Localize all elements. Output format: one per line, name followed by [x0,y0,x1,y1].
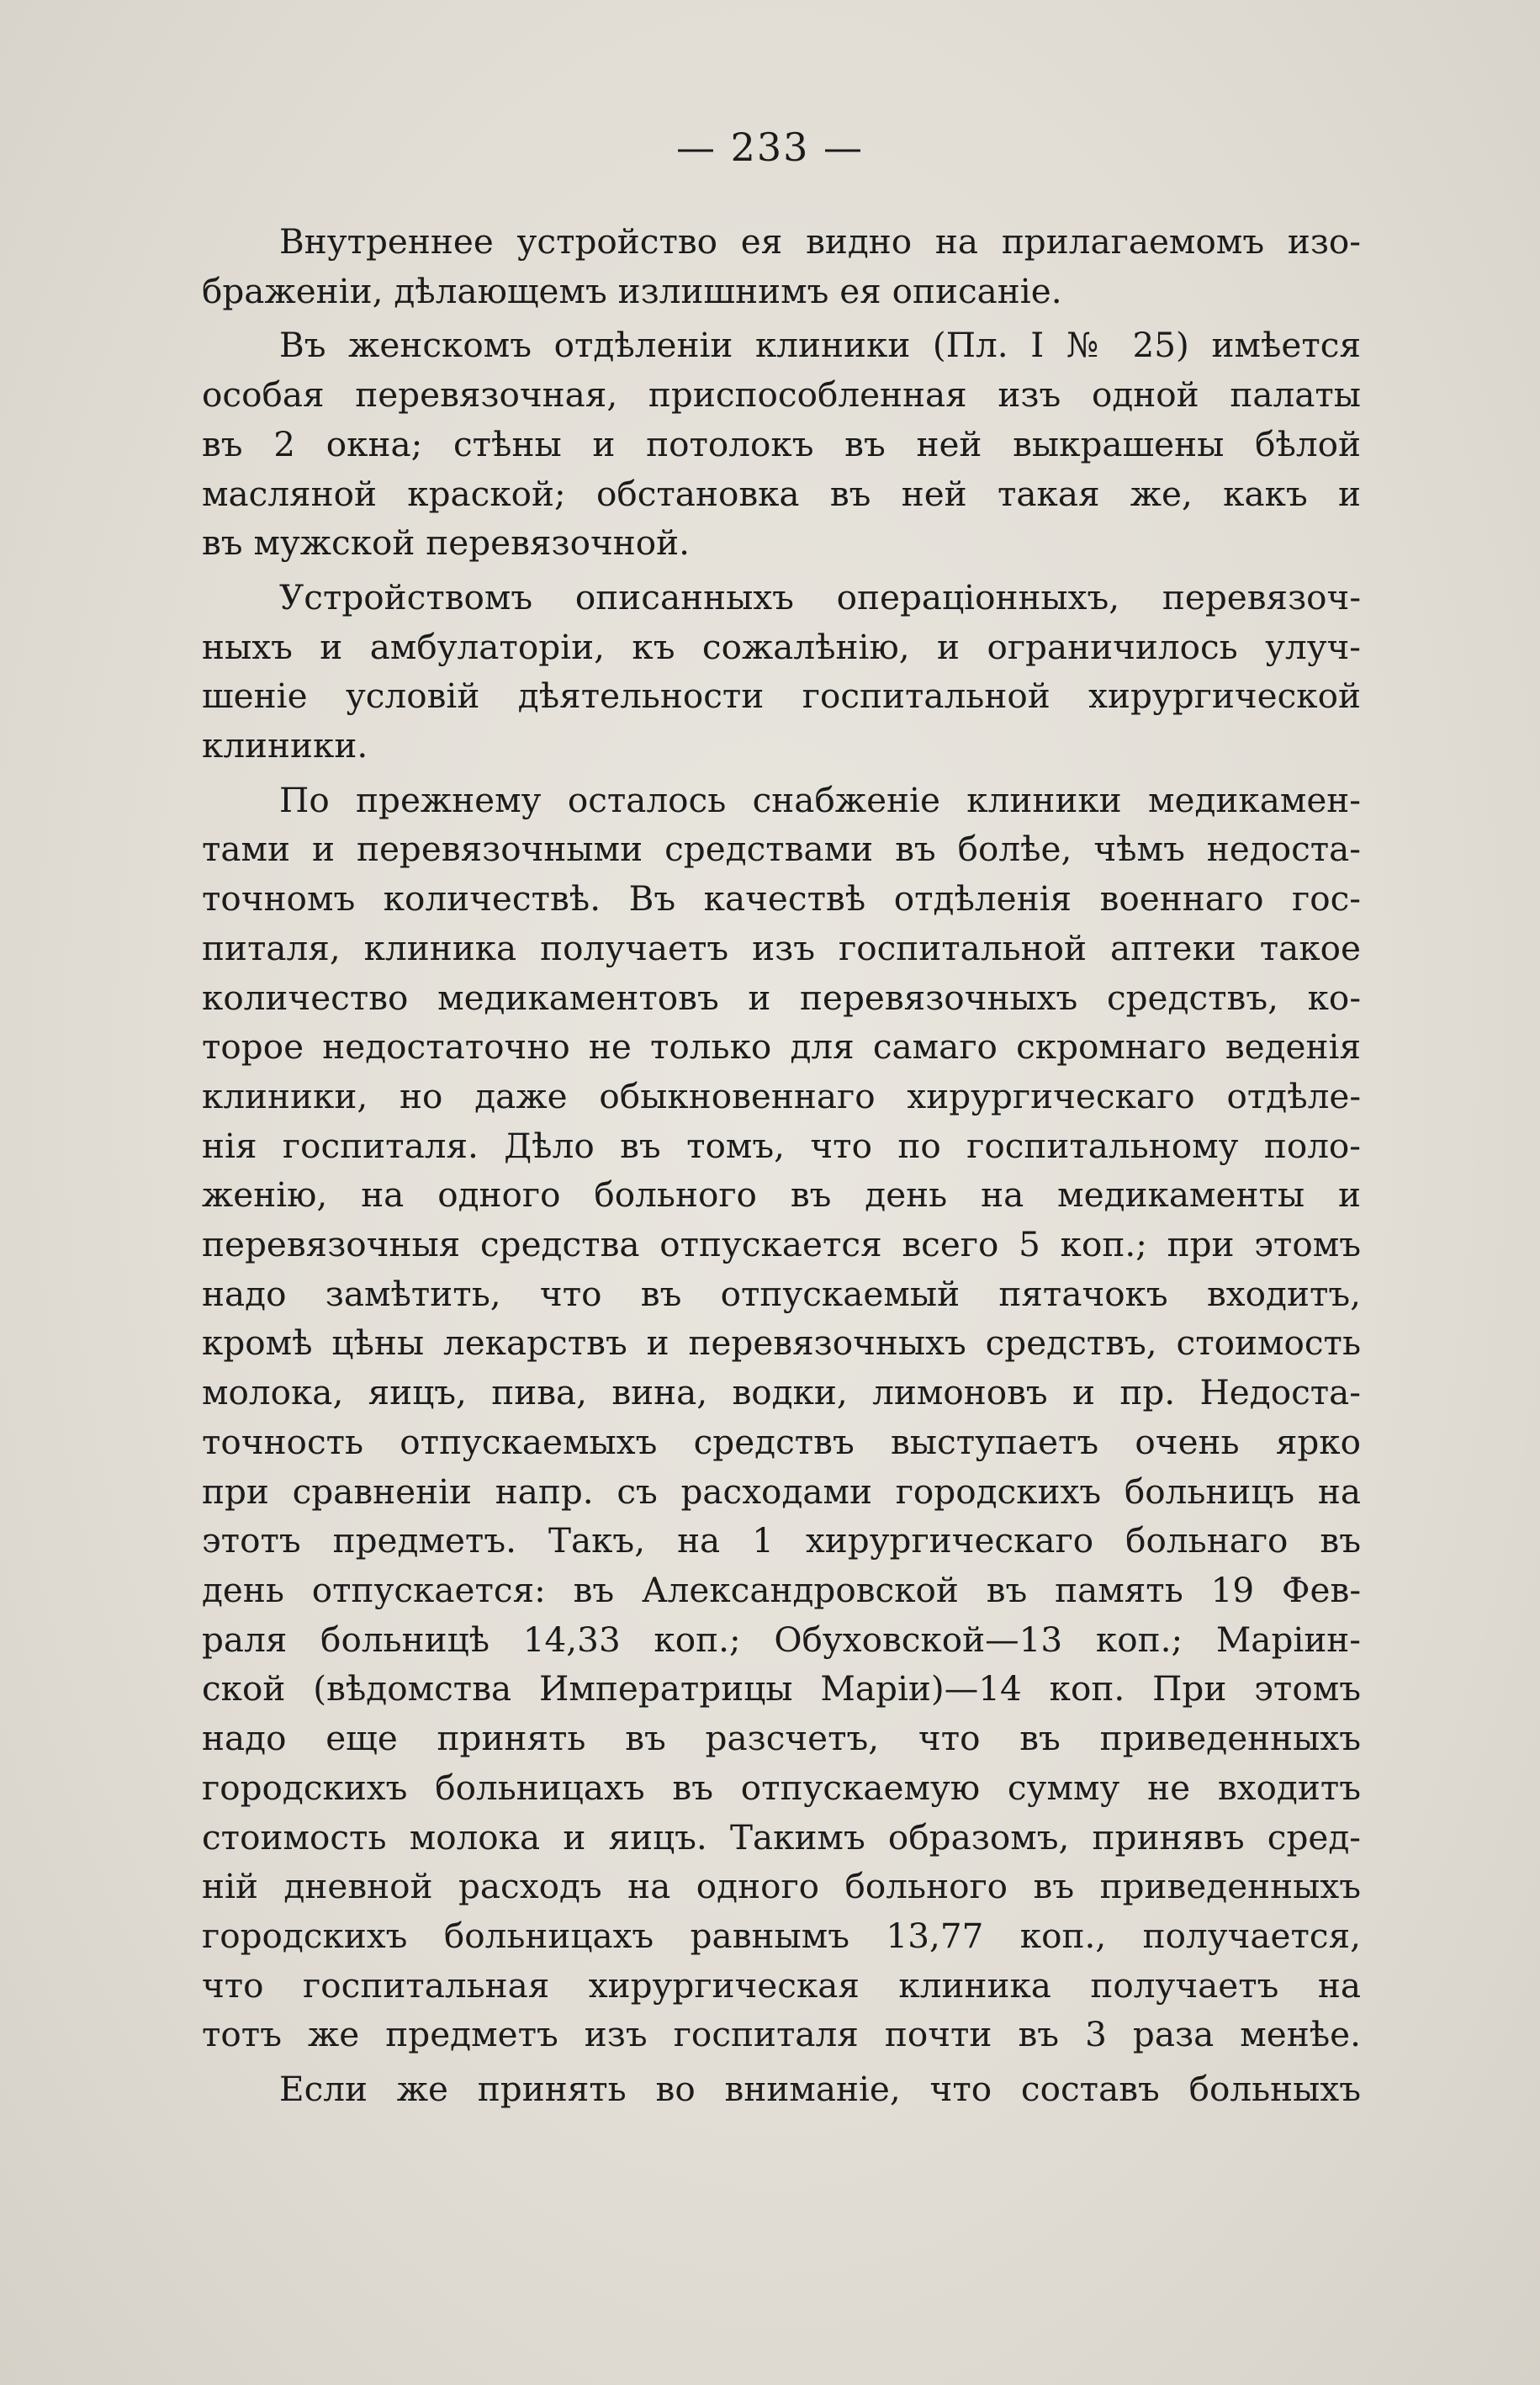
text-line: торое недостаточно не только для самаго скромнаго веденія [202,1026,1361,1068]
paragraph [202,776,1361,2059]
text-line: раля больницѣ 14,33 коп.; Обуховской—13 коп.; Маріин- [202,1619,1361,1660]
paragraph [202,2064,1361,2114]
text-line: кромѣ цѣны лекарствъ и перевязочныхъ средствъ, стоимость [202,1322,1361,1364]
text-line: стоимость молока и яицъ. Такимъ образомъ, принявъ сред- [202,1816,1361,1858]
paragraph [202,217,1361,315]
text-line: въ 2 окна; стѣны и потолокъ въ ней выкрашены бѣлой [202,423,1361,464]
text-line: этотъ предметъ. Такъ, на 1 хирургическаго больнаго въ [202,1520,1361,1561]
text-line: Въ женскомъ отдѣленіи клиники (Пл. I № 25) имѣется [279,325,1361,366]
text-line: питаля, клиника получаетъ изъ госпитальной аптеки такое [202,927,1361,968]
text-line: женію, на одного больного въ день на медикаменты и [202,1174,1361,1216]
text-line: городскихъ больницахъ въ отпускаемую сумму не входитъ [202,1767,1361,1808]
text-line: По прежнему осталось снабженіе клиники медикамен- [279,779,1361,820]
text-line: шеніе условій дѣятельности госпитальной хирургической [202,676,1361,717]
paragraph [202,573,1361,771]
text-line: Внутреннее устройство ея видно на прилагаемомъ изо- [279,221,1361,262]
text-line: городскихъ больницахъ равнымъ 13,77 коп., получается, [202,1915,1361,1956]
text-line: Устройствомъ описанныхъ операціонныхъ, перевязоч- [279,576,1361,617]
text-line: особая перевязочная, приспособленная изъ одной палаты [202,374,1361,416]
text-line: день отпускается: въ Александровской въ память 19 Фев- [202,1569,1361,1610]
page-number: — 233 — [675,125,865,170]
text-line: ныхъ и амбулаторіи, къ сожалѣнію, и ограничилось улуч- [202,626,1361,667]
text-line: надо еще принять въ разсчетъ, что въ приведенныхъ [202,1718,1361,1759]
text-line: ской (вѣдомства Императрицы Маріи)—14 коп. При этомъ [202,1668,1361,1709]
text-line: количество медикаментовъ и перевязочныхъ средствъ, ко- [202,977,1361,1018]
body-text [202,217,1361,2114]
text-line: молока, яицъ, пива, вина, водки, лимоновъ и пр. Недоста- [202,1372,1361,1413]
text-line: Если же принять во вниманіе, что составъ больныхъ [279,2069,1361,2110]
text-line: при сравненіи напр. съ расходами городскихъ больницъ на [202,1471,1361,1512]
text-line: перевязочныя средства отпускается всего 5 коп.; при этомъ [202,1224,1361,1265]
text-line: масляной краской; обстановка въ ней такая же, какъ и [202,473,1361,514]
text-line: клиники. [202,725,368,766]
text-line: нія госпиталя. Дѣло въ томъ, что по госпитальному поло- [202,1125,1361,1166]
text-line: что госпитальная хирургическая клиника получаетъ на [202,1964,1361,2006]
text-line: въ мужской перевязочной. [202,522,690,564]
paragraph [202,321,1361,568]
text-line: тотъ же предметъ изъ госпиталя почти въ 3 раза менѣе. [202,2014,1361,2055]
text-line: клиники, но даже обыкновеннаго хирургическаго отдѣле- [202,1075,1361,1116]
text-line: браженіи, дѣлающемъ излишнимъ ея описаніе. [202,270,1062,311]
text-line: тами и перевязочными средствами въ болѣе, чѣмъ недоста- [202,829,1361,870]
text-line: ній дневной расходъ на одного больного въ приведенныхъ [202,1866,1361,1907]
text-line: точность отпускаемыхъ средствъ выступаетъ очень ярко [202,1421,1361,1462]
text-line: точномъ количествѣ. Въ качествѣ отдѣленія военнаго гос- [202,878,1361,920]
text-line: надо замѣтить, что въ отпускаемый пятачокъ входитъ, [202,1273,1361,1314]
